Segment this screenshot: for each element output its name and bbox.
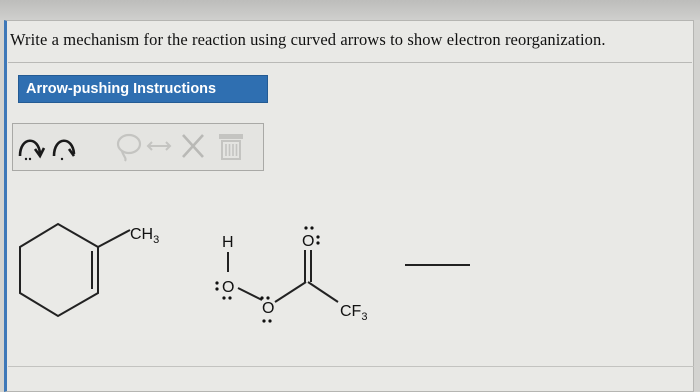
carbonyl-oxygen-label: O [302,233,315,250]
reaction-arrow [405,260,470,270]
single-barbed-arrow-tool[interactable] [49,128,85,164]
double-barbed-arrow-icon [15,128,51,164]
trifluoroacetate-structure [215,226,367,323]
trash-icon [213,128,249,164]
instructions-button-label: Arrow-pushing Instructions [26,81,217,97]
single-barbed-arrow-icon [49,128,85,164]
bottom-divider [8,366,694,367]
cf3-label: $CF_3$ [340,303,368,323]
trash-tool[interactable] [213,128,249,164]
double-barbed-arrow-tool[interactable] [15,128,51,164]
resonance-arrow-tool[interactable] [141,128,177,164]
ester-oxygen-label: O [262,300,275,317]
molecule-drawing [10,190,470,340]
drawing-canvas[interactable] [10,190,470,340]
arrow-pushing-instructions-button[interactable] [18,75,268,103]
delete-icon [175,128,211,164]
methyl-label: $CH_3$ [130,226,160,246]
delete-tool[interactable] [175,128,211,164]
divider [8,62,692,63]
resonance-arrow-icon [141,128,177,164]
question-text: Write a mechanism for the reaction using curved arrows to show electron reorganization. [10,30,606,49]
drawing-toolbar [12,123,264,171]
hydrogen-label: H [222,234,234,251]
hydroxyl-oxygen-label: O [222,279,235,296]
methylcyclohexene-structure [20,224,130,316]
top-strip [0,0,700,20]
